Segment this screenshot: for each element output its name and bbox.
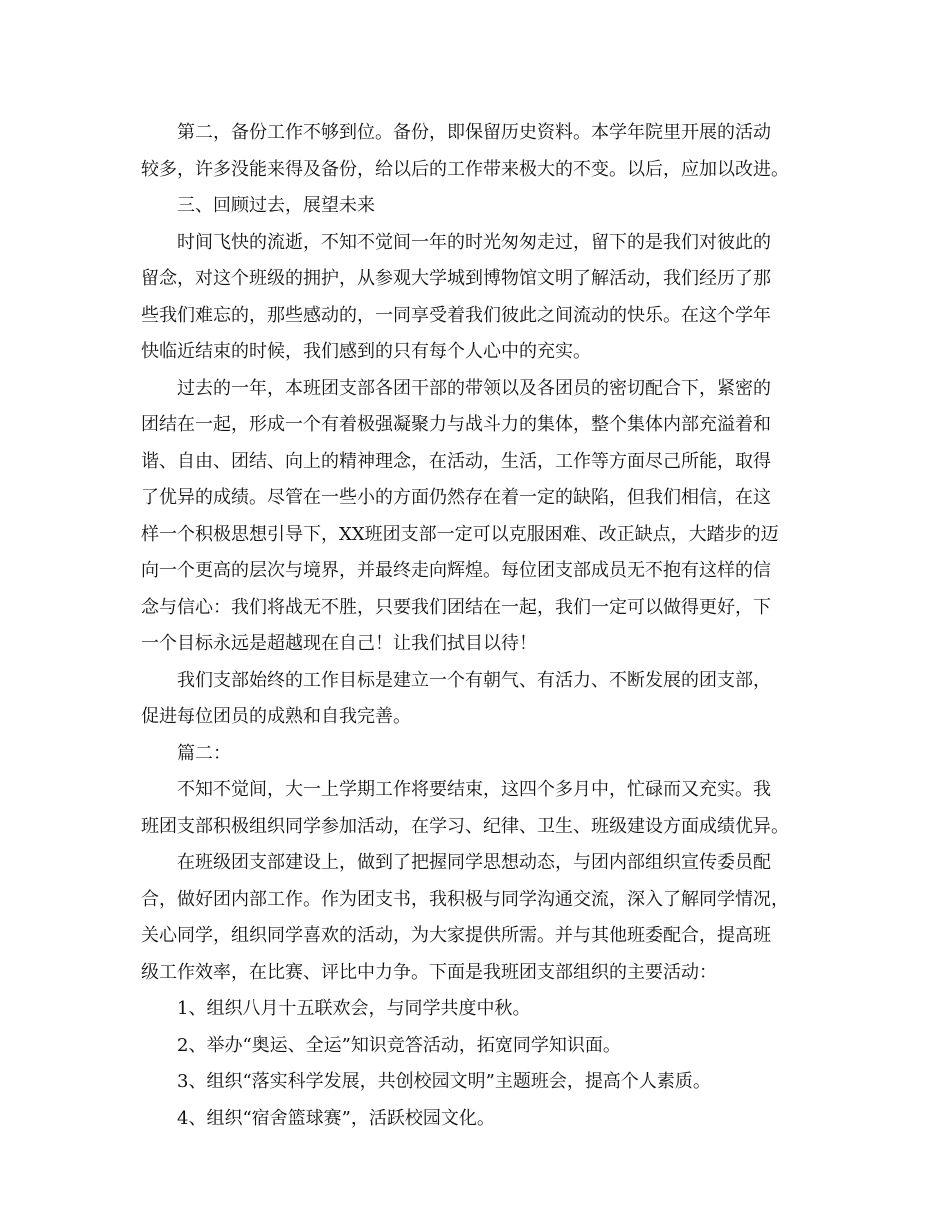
text-line: 三、回顾过去，展望未来 bbox=[177, 195, 375, 216]
text-line: 级工作效率，在比赛、评比中力争。下面是我班团支部组织的主要活动： bbox=[141, 961, 717, 983]
text-line: 合，做好团内部工作。作为团支书，我积极与同学沟通交流，深入了解同学情况， bbox=[141, 888, 789, 910]
text-line: 班团支部积极组织同学参加活动，在学习、纪律、卫生、班级建设方面成绩优异。 bbox=[141, 815, 789, 837]
text-line: 篇二： bbox=[177, 742, 231, 764]
text-line: 念与信心：我们将战无不胜，只要我们团结在一起，我们一定可以做得更好，下 bbox=[141, 596, 771, 618]
text-line: 过去的一年，本班团支部各团干部的带领以及各团员的密切配合下，紧密的 bbox=[177, 377, 771, 399]
document-body bbox=[141, 115, 809, 1137]
text-line: 第二，备份工作不够到位。备份，即保留历史资料。本学年院里开展的活动 bbox=[177, 122, 771, 143]
text-line: 留念，对这个班级的拥护，从参观大学城到博物馆文明了解活动，我们经历了那 bbox=[141, 268, 771, 289]
text-line: 了优异的成绩。尽管在一些小的方面仍然存在着一定的缺陷，但我们相信，在这 bbox=[141, 487, 771, 508]
text-line: 较多，许多没能来得及备份，给以后的工作带来极大的不变。以后，应加以改进。 bbox=[141, 158, 789, 180]
text-line: 样一个积极思想引导下，XX班团支部一定可以克服困难、改正缺点，大踏步的迈 bbox=[141, 523, 779, 545]
text-line: 快临近结束的时候，我们感到的只有每个人心中的充实。 bbox=[141, 341, 591, 362]
text-line: 些我们难忘的，那些感动的，一同享受着我们彼此之间流动的快乐。在这个学年 bbox=[141, 304, 771, 326]
text-line: 在班级团支部建设上，做到了把握同学思想动态，与团内部组织宣传委员配 bbox=[177, 852, 771, 873]
text-line: 时间飞快的流逝，不知不觉间一年的时光匆匆走过，留下的是我们对彼此的 bbox=[177, 231, 771, 253]
text-line: 促进每位团员的成熟和自我完善。 bbox=[141, 706, 411, 727]
text-line: 关心同学，组织同学喜欢的活动，为大家提供所需。并与其他班委配合，提高班 bbox=[141, 925, 771, 946]
text-line: 3、组织“落实科学发展，共创校园文明”主题班会，提高个人素质。 bbox=[177, 1071, 711, 1092]
text-line: 我们支部始终的工作目标是建立一个有朝气、有活力、不断发展的团支部， bbox=[177, 669, 771, 691]
text-line: 谐、自由、团结、向上的精神理念，在活动，生活，工作等方面尽己所能，取得 bbox=[141, 450, 771, 472]
text-line: 1、组织八月十五联欢会，与同学共度中秋。 bbox=[177, 998, 531, 1019]
text-line: 2、举办“奥运、全运”知识竞答活动，拓宽同学知识面。 bbox=[177, 1034, 621, 1056]
text-line: 4、组织“宿舍篮球赛”，活跃校园文化。 bbox=[177, 1107, 495, 1129]
text-line: 向一个更高的层次与境界，并最终走向辉煌。每位团支部成员无不抱有这样的信 bbox=[141, 560, 771, 581]
text-line: 一个目标永远是超越现在自己！让我们拭目以待！ bbox=[141, 633, 537, 654]
text-line: 团结在一起，形成一个有着极强凝聚力与战斗力的集体，整个集体内部充溢着和 bbox=[141, 414, 771, 435]
text-line: 不知不觉间，大一上学期工作将要结束，这四个多月中，忙碌而又充实。我 bbox=[177, 779, 771, 800]
